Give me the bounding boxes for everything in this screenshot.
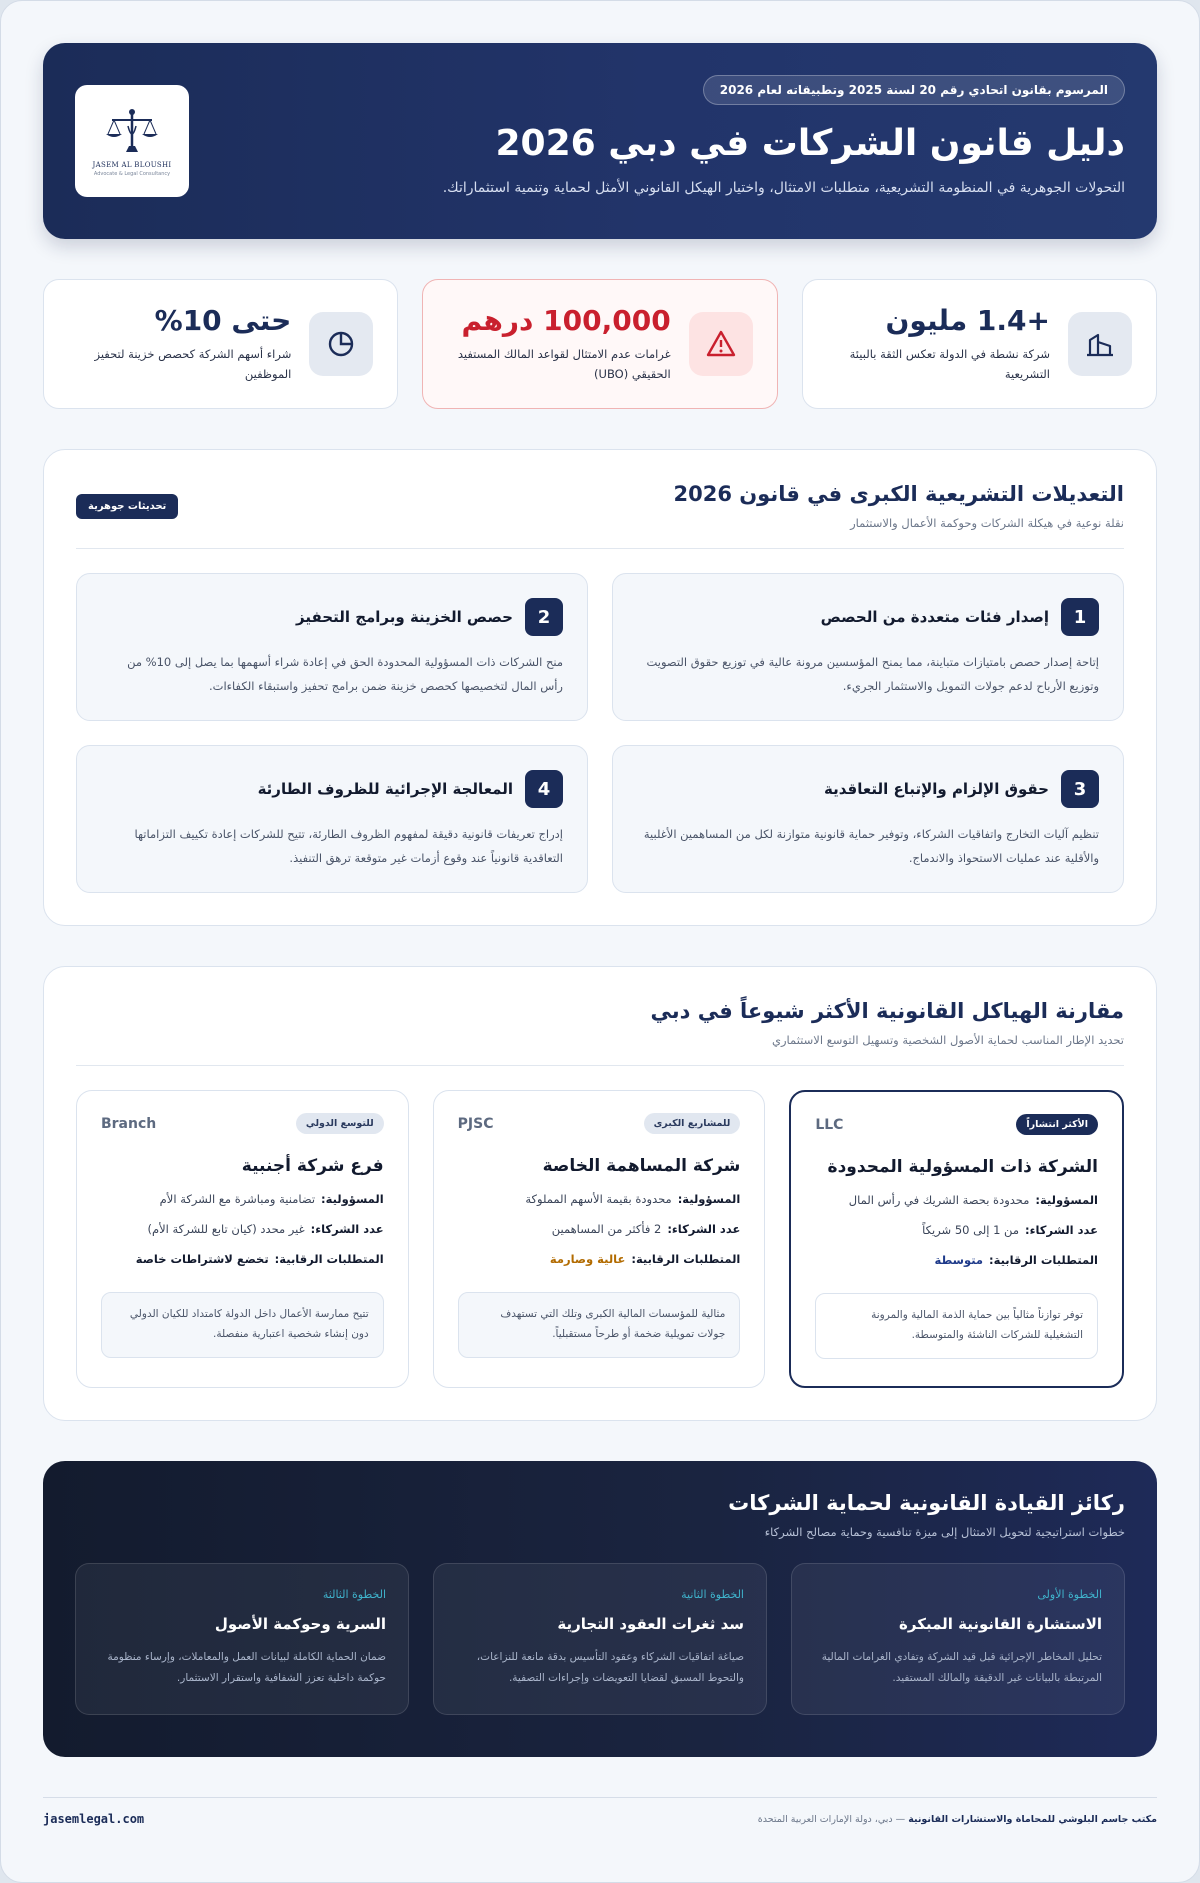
footer-firm [758, 1814, 1157, 1825]
structure-code: PJSC [457, 1115, 494, 1132]
amendment-number: 2 [525, 598, 563, 636]
liability-label: المسؤولية: [677, 1192, 741, 1206]
liability-value: محدودة بحصة الشريك في رأس المال [848, 1193, 1030, 1207]
structure-tag: للتوسع الدولي [296, 1113, 384, 1134]
regulatory-label: المتطلبات الرقابية: [274, 1252, 384, 1266]
amendment-description: إدراج تعريفات قانونية دقيقة لمفهوم الظروف الطارئة، تتيح للشركات إعادة تكييف التزاماتها التعاقدية قانونياً عند وقوع أزمات غير متوقعة ترهق التنفيذ. [134, 827, 563, 866]
partners-row [458, 1222, 741, 1236]
section-subtitle: نقلة نوعية في هيكلة الشركات وحوكمة الأعمال والاستثمار [850, 516, 1124, 530]
regulatory-row [101, 1252, 384, 1266]
pillar-step: الخطوة الثالثة [322, 1588, 386, 1601]
pillar-step: الخطوة الأولى [1037, 1588, 1102, 1601]
structure-card-branch [76, 1090, 409, 1388]
stat-description: غرامات عدم الامتثال لقواعد المالك المستفيد الحقيقي (UBO) [457, 346, 671, 381]
firm-location: — دبي، دولة الإمارات العربية المتحدة [757, 1813, 906, 1825]
regulatory-row [815, 1253, 1098, 1267]
section-subtitle: خطوات استراتيجية لتحويل الامتثال إلى ميزة تنافسية وحماية مصالح الشركاء [764, 1525, 1125, 1539]
amendment-card [612, 745, 1124, 893]
partners-value: 2 فأكثر من المساهمين [551, 1222, 662, 1236]
structure-note: توفر توازناً مثالياً بين حماية الذمة المالية والمرونة التشغيلية للشركات الناشئة والمتوسطة. [815, 1293, 1098, 1359]
structure-code: Branch [100, 1115, 157, 1132]
amendment-title: المعالجة الإجرائية للظروف الطارئة [257, 780, 513, 798]
stat-description: شركة نشطة في الدولة تعكس الثقة بالبيئة التشريعية [849, 346, 1050, 381]
page-title: دليل قانون الشركات في دبي 2026 [495, 123, 1125, 164]
firm-logo [75, 85, 189, 197]
regulatory-value: عالية وصارمة [549, 1252, 626, 1266]
structure-title: فرع شركة أجنبية [241, 1156, 384, 1176]
regulatory-label: المتطلبات الرقابية: [631, 1252, 741, 1266]
pillar-title: سد ثغرات العقود التجارية [557, 1615, 744, 1633]
liability-value: تضامنية ومباشرة مع الشركة الأم [159, 1192, 316, 1206]
website-link[interactable]: jasemlegal.com [43, 1812, 145, 1826]
amendment-description: منح الشركات ذات المسؤولية المحدودة الحق في إعادة شراء أسهمها بما يصل إلى 10% من رأس المال لتخصيصها كحصص خزينة ضمن برامج تحفيز واستبقاء الكفاءات. [127, 655, 563, 694]
pillars-section [43, 1461, 1157, 1757]
liability-row [101, 1192, 384, 1206]
stat-description: شراء أسهم الشركة كحصص خزينة لتحفيز الموظفين [94, 346, 292, 381]
partners-label: عدد الشركاء: [1024, 1223, 1098, 1237]
hero-header [43, 43, 1157, 239]
pillar-card [433, 1563, 767, 1715]
liability-label: المسؤولية: [1035, 1193, 1098, 1207]
section-title: مقارنة الهياكل القانونية الأكثر شيوعاً في دبي [650, 999, 1124, 1023]
stat-value: 100,000 درهم [461, 303, 671, 337]
partners-row [815, 1223, 1098, 1237]
structure-note: مثالية للمؤسسات المالية الكبرى وتلك التي تستهدف جولات تمويلية ضخمة أو طرحاً مستقبلياً. [458, 1292, 741, 1358]
amendment-card [76, 745, 588, 893]
pie-chart-icon [309, 312, 373, 376]
logo-tagline: Advocate & Legal Consultancy [93, 170, 171, 177]
stat-value: +1.4 مليون [885, 303, 1050, 337]
partners-label: عدد الشركاء: [310, 1222, 384, 1236]
amendment-title: حصص الخزينة وبرامج التحفيز [296, 608, 513, 626]
pillar-title: السرية وحوكمة الأصول [214, 1615, 386, 1633]
pillar-description: صياغة اتفاقيات الشركاء وعقود التأسيس بدقة مانعة للنزاعات، والتحوط المسبق لقضايا التعويضات وإجراءات التصفية. [476, 1651, 744, 1684]
stat-card-companies [802, 279, 1157, 409]
structure-title: الشركة ذات المسؤولية المحدودة [827, 1157, 1098, 1177]
liability-row [458, 1192, 741, 1206]
pillar-card [75, 1563, 409, 1715]
amendment-number: 1 [1061, 598, 1099, 636]
decree-badge: المرسوم بقانون اتحادي رقم 20 لسنة 2025 وتطبيقاته لعام 2026 [703, 75, 1125, 105]
updates-pill: تحديثات جوهرية [76, 494, 178, 519]
regulatory-label: المتطلبات الرقابية: [989, 1253, 1098, 1267]
warning-icon [689, 312, 753, 376]
page-subtitle: التحولات الجوهرية في المنظومة التشريعية، متطلبات الامتثال، واختيار الهيكل القانوني الأمثل لحماية وتنمية استثماراتك. [442, 180, 1125, 196]
stat-card-treasury [43, 279, 398, 409]
structure-tag: للمشاريع الكبرى [644, 1113, 741, 1134]
section-subtitle: تحديد الإطار المناسب لحماية الأصول الشخصية وتسهيل التوسع الاستثماري [771, 1033, 1124, 1047]
amendments-section [43, 449, 1157, 926]
amendment-title: حقوق الإلزام والإتباع التعاقدية [824, 780, 1049, 798]
scales-of-justice-icon [102, 106, 162, 158]
pillar-title: الاستشارة القانونية المبكرة [899, 1615, 1102, 1633]
stat-card-fines [422, 279, 777, 409]
liability-value: محدودة بقيمة الأسهم المملوكة [525, 1192, 672, 1206]
pillar-card [791, 1563, 1125, 1715]
partners-value: غير محدد (كيان تابع للشركة الأم) [147, 1222, 305, 1236]
regulatory-value: متوسطة [934, 1253, 984, 1267]
regulatory-row [458, 1252, 741, 1266]
structure-card-llc [789, 1090, 1124, 1388]
amendment-description: إتاحة إصدار حصص بامتيازات متباينة، مما يمنح المؤسسين مرونة عالية في توزيع حقوق التصويت وتوزيع الأرباح لدعم جولات التمويل والاستثمار الجريء. [646, 655, 1099, 694]
logo-name: JASEM AL BLOUSHI [92, 160, 172, 169]
partners-value: من 1 إلى 50 شريكاً [922, 1223, 1019, 1237]
page-footer [43, 1797, 1157, 1826]
partners-row [101, 1222, 384, 1236]
amendment-description: تنظيم آليات التخارج واتفاقيات الشركاء، وتوفير حماية قانونية متوازنة لكل من المساهمين الأغلبية والأقلية عند عمليات الاستحواذ والاندماج. [643, 827, 1099, 866]
amendment-card [76, 573, 588, 721]
pillar-description: ضمان الحماية الكاملة لبيانات العمل والمعاملات، وإرساء منظومة حوكمة داخلية تعزز الشفافية واستقرار الاستثمار. [107, 1651, 386, 1684]
amendment-card [612, 573, 1124, 721]
firm-name: مكتب جاسم البلوشي للمحاماة والاستشارات القانونية [908, 1813, 1157, 1825]
pillar-step: الخطوة الثانية [681, 1588, 744, 1601]
regulatory-value: تخضع لاشتراطات خاصة [135, 1252, 269, 1266]
section-title: ركائز القيادة القانونية لحماية الشركات [728, 1491, 1125, 1515]
liability-row [815, 1193, 1098, 1207]
amendment-title: إصدار فئات متعددة من الحصص [820, 608, 1049, 626]
amendment-number: 3 [1061, 770, 1099, 808]
structure-title: شركة المساهمة الخاصة [542, 1156, 741, 1176]
comparison-section [43, 966, 1157, 1421]
pillar-description: تحليل المخاطر الإجرائية قبل قيد الشركة وتفادي الغرامات المالية المرتبطة بالبيانات غير الدقيقة والمالك المستفيد. [821, 1651, 1102, 1684]
amendment-number: 4 [525, 770, 563, 808]
building-icon [1068, 312, 1132, 376]
structure-tag: الأكثر انتشاراً [1016, 1114, 1098, 1135]
stats-row [43, 279, 1157, 409]
structure-note: تتيح ممارسة الأعمال داخل الدولة كامتداد للكيان الدولي دون إنشاء شخصية اعتبارية منفصلة. [101, 1292, 384, 1358]
structure-code: LLC [815, 1116, 844, 1133]
structure-card-pjsc [433, 1090, 766, 1388]
stat-value: حتى 10% [154, 303, 292, 337]
partners-label: عدد الشركاء: [667, 1222, 741, 1236]
section-title: التعديلات التشريعية الكبرى في قانون 2026 [673, 482, 1124, 506]
liability-label: المسؤولية: [321, 1192, 384, 1206]
